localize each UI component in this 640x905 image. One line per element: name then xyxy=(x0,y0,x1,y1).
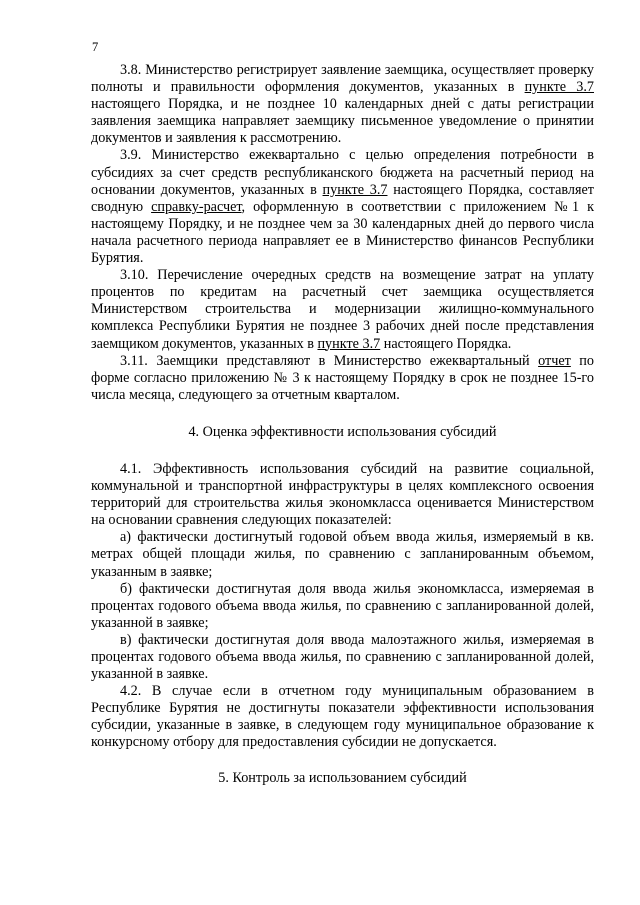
section-4-heading: 4. Оценка эффективности использования субсидий xyxy=(188,423,497,440)
paragraph-4-1: 4.1. Эффективность использования субсидий на развитие социальной, коммунальной и транспортной инфраструктуры в целях комплексного освоения территорий для строительства жилья экономкласса оценивается Министерством на основании сравнения следующих показателей: xyxy=(91,460,594,529)
paragraph-3-11-text-a: 3.11. Заемщики представляют в Министерство ежеквартальный xyxy=(120,352,539,369)
link-report[interactable]: отчет xyxy=(538,352,571,369)
paragraph-3-9 xyxy=(91,147,594,267)
link-item-3-7[interactable]: пункте 3.7 xyxy=(524,79,594,96)
paragraph-4-1-c: в) фактически достигнутая доля ввода малоэтажного жилья, измеряемая в процентах годового объема ввода жилья, по сравнению с запланированной долей, указанной в заявке. xyxy=(91,631,594,683)
document-body xyxy=(91,62,594,787)
link-item-3-7[interactable]: пункте 3.7 xyxy=(322,181,388,198)
paragraph-3-11-text-b: по форме согласно приложению № 3 к настоящему Порядку в срок не позднее 15-го числа месяца, следующего за отчетным кварталом. xyxy=(91,352,594,403)
paragraph-3-9-text-b: настоящего Порядка, составляет сводную xyxy=(91,181,595,215)
page-number: 7 xyxy=(92,40,99,54)
paragraph-3-10-text-b: настоящего Порядка. xyxy=(380,335,512,352)
link-item-3-7[interactable]: пункте 3.7 xyxy=(317,335,381,352)
paragraph-3-8-text-a: 3.8. Министерство регистрирует заявление заемщика, осуществляет проверку полноты и правильности оформления документов, указанных в xyxy=(91,62,594,96)
paragraph-3-10 xyxy=(91,267,594,352)
paragraph-3-10-text-a: 3.10. Перечисление очередных средств на возмещение затрат на уплату процентов по кредитам на расчетный счет заемщика осуществляется Министерством строительства и модернизации жилищно-коммунального комплекса Республики Бурятия не позднее 3 рабочих дней после представления заемщиком документов, указанных в xyxy=(91,267,594,352)
paragraph-4-1-a: а) фактически достигнутый годовой объем ввода жилья, измеряемый в кв. метрах общей площади жилья, по сравнению с запланированным объемом, указанным в заявке; xyxy=(91,529,594,580)
paragraph-3-9-text-a: 3.9. Министерство ежеквартально с целью определения потребности в субсидиях за счет средств республиканского бюджета на расчетный период на основании документов, указанных в xyxy=(91,147,594,198)
paragraph-3-11 xyxy=(91,353,594,404)
paragraph-3-8 xyxy=(91,62,594,147)
section-5-heading: 5. Контроль за использованием субсидий xyxy=(218,769,467,786)
paragraph-3-8-text-b: настоящего Порядка, и не позднее 10 календарных дней с даты регистрации заявления заемщика направляет заемщику письменное уведомление о принятии документов и заявления к рассмотрению. xyxy=(91,96,594,147)
link-calculation-certificate[interactable]: справку-расчет xyxy=(151,198,242,215)
paragraph-3-9-text-c: , оформленную в соответствии с приложением №1 к настоящему Порядку, и не позднее чем за 30 календарных дней до первого числа начала расчетного периода направляет ее в Министерство финансов Республики Бурятия. xyxy=(91,198,594,267)
paragraph-4-2: 4.2. В случае если в отчетном году муниципальным образованием в Республике Бурятия не достигнуты показатели эффективности использования субсидии, указанные в заявке, в следующем году муниципальное образование к конкурсному отбору для предоставления субсидии не допускается. xyxy=(91,683,594,751)
paragraph-4-1-b: б) фактически достигнутая доля ввода жилья экономкласса, измеряемая в процентах годового объема ввода жилья, по сравнению с запланированной долей, указанной в заявке; xyxy=(91,580,594,631)
